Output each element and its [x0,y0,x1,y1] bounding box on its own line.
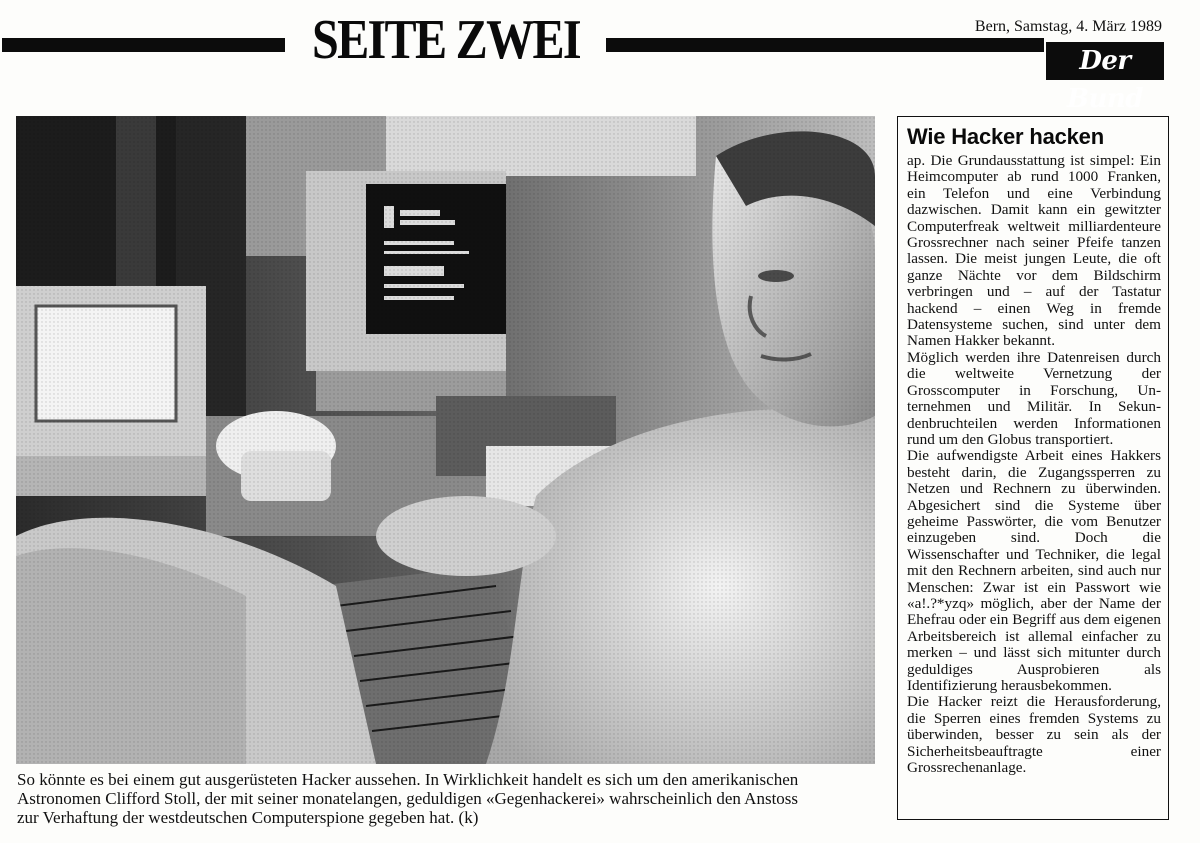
article-paragraph: Die Hacker reizt die Herausforderung, die Sperren eines fremden Systems zu überwinden, besser zu sein als der Sicherheitsbeauftragte einer Grossrechenanlage. [907,693,1161,777]
photo-caption [17,770,875,827]
article-paragraph: ap. Die Grundausstattung ist simpel: Ein Heimcomputer ab rund 1000 Franken, ein Telefon und eine Verbindung dazwischen. Damit kann ein gewitzter Computerfreak weltweit milliardenteure Grossrechner nach seiner Pfeife tanzen lassen. Die meist jungen Leute, die oft ganze Nächte vor dem Bildschirm verbringen und – auf der Tastatur hackend – einen Weg in fremde Datensysteme suchen, sind unter dem Namen Hakker bekannt. [907,152,1161,350]
photo-illustration [16,116,875,764]
header-rule-left [2,38,285,52]
article-box [897,116,1169,820]
article-headline: Wie Hacker hacken [907,124,1104,149]
caption-line: So könnte es bei einem gut ausgerüsteten Hacker aussehen. In Wirklichkeit handelt es sich um den amerikanischen [17,770,799,789]
article-paragraph: Möglich werden ihre Datenreisen durch die weltweite Vernetzung der Grosscomputer in Forschung, Unternehmen und Militär. In Sekundenbruchteilen werden Informationen rund um den Globus transportiert. [907,348,1161,448]
header-rule-right [606,38,1044,52]
dateline: Bern, Samstag, 4. März 1989 [974,18,1162,35]
article-paragraph: Die aufwendigste Arbeit eines Hakkers besteht darin, die Zugangssperren zu Netzen und Rechnern zu überwinden. Abgesichert sind die Systeme über geheime Passwörter, die vom Benutzer einzugeben sind. Doch die Wissenschafter und Techniker, die legal mit den Rechnern arbeiten, sind auch nur Menschen: Zwar ist ein Passwort wie «a!.?*yzq» möglich, aber der Name der Ehefrau oder ein Begriff aus dem eigenen Arbeitsbereich ist allemal einfacher zu merken – und lässt sich mitunter durch geduldiges Ausprobieren als Identifizierung herausbekommen. [907,447,1161,694]
newspaper-logo: Der Bund [1046,42,1164,80]
section-title: SEITE ZWEI [312,9,580,71]
article-body [907,153,1161,776]
caption-line: zur Verhaftung der westdeutschen Computerspione gegeben hat. (k) [17,808,479,827]
caption-line: Astronomen Clifford Stoll, der mit seiner monatelangen, geduldigen «Gegenhackerei» wahrscheinlich den Anstoss [17,789,799,808]
news-photo [16,116,875,764]
